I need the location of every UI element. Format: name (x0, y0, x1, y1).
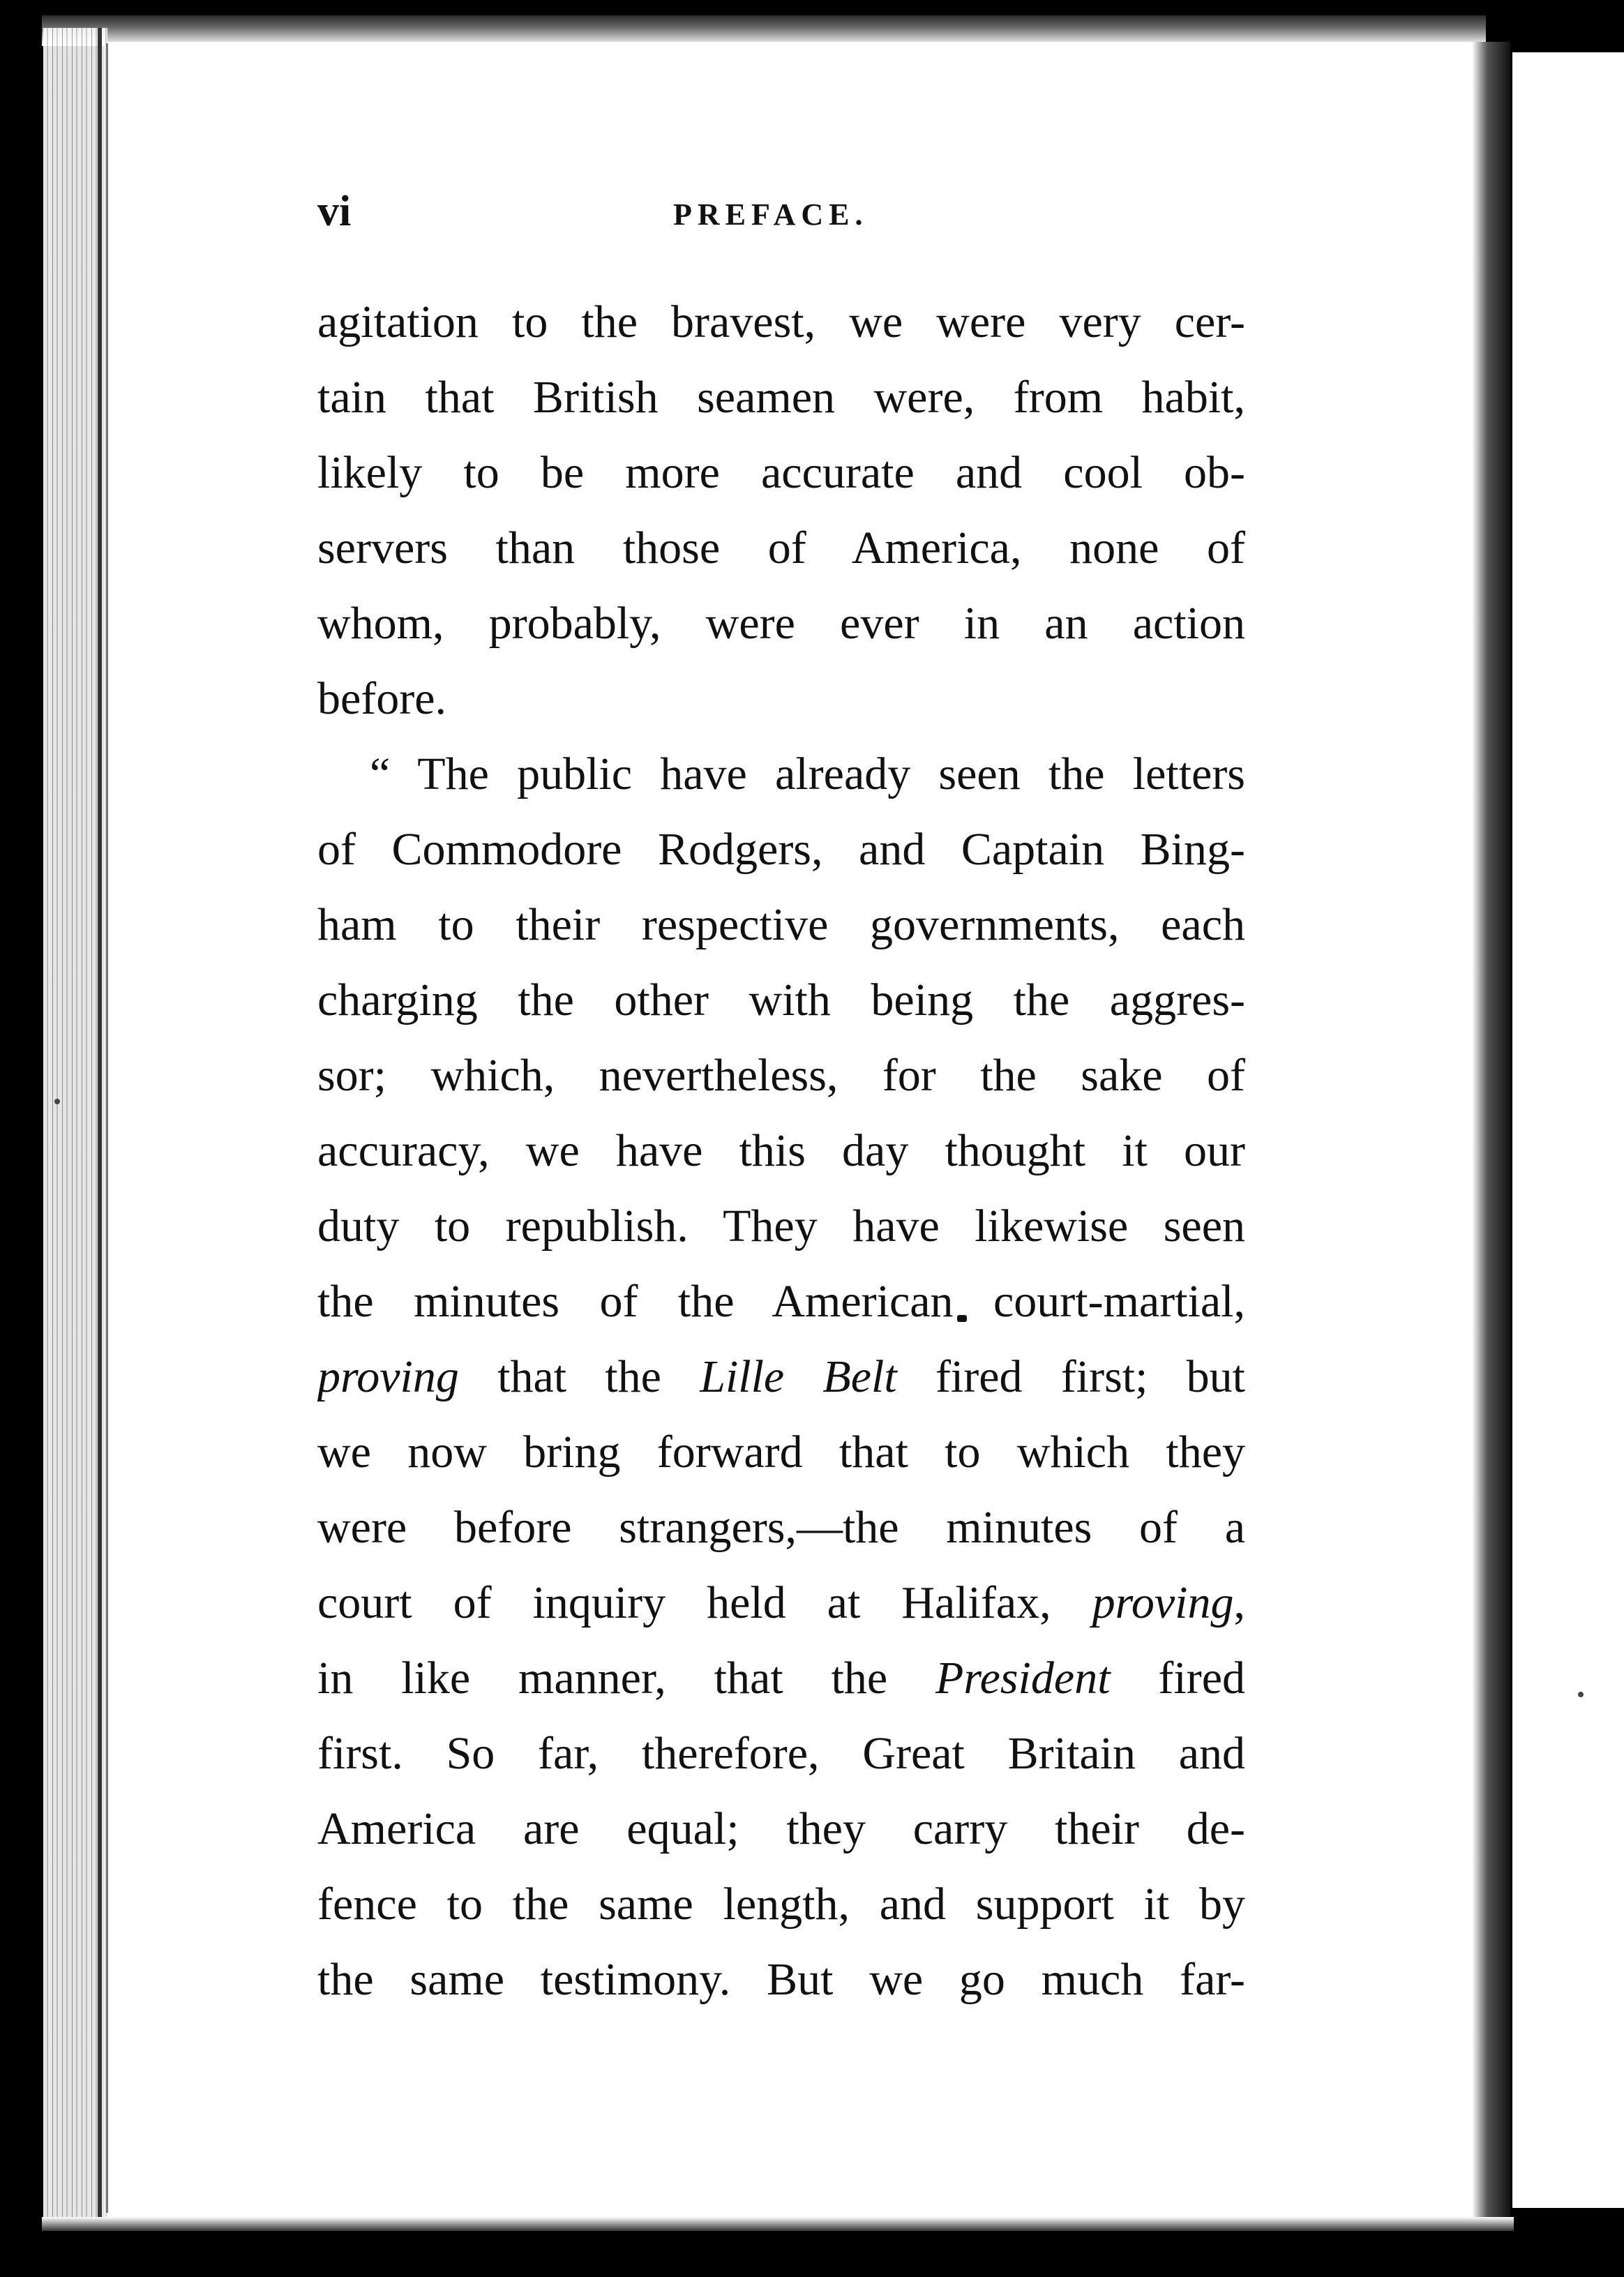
gutter-rule-inner (106, 43, 108, 2213)
text-line: sor; which, nevertheless, for the sake of (317, 1050, 1245, 1101)
text-line: accuracy, we have this day thought it our (317, 1125, 1245, 1176)
italic-term: Lille Belt (700, 1351, 897, 1402)
text-line: “ The public have already seen the letters (370, 749, 1245, 799)
text-line: we now bring forward that to which they (317, 1427, 1245, 1478)
text-line: in like manner, that the President fired (317, 1653, 1245, 1704)
page-number: vi (317, 188, 352, 235)
page-fore-edge (1472, 42, 1510, 2225)
running-title: PREFACE. (673, 197, 869, 232)
text-line: tain that British seamen were, from habit, (317, 372, 1245, 423)
dust-speck (1578, 1692, 1584, 1697)
text-line: fence to the same length, and support it by (317, 1879, 1245, 1930)
body-text (317, 285, 1245, 2017)
text-line: duty to republish. They have likewise seen (317, 1201, 1245, 1252)
next-leaf (1512, 52, 1624, 2208)
text-line: proving that the Lille Belt fired first; but (317, 1351, 1245, 1402)
text-line: before. (317, 673, 447, 724)
running-head (317, 187, 1245, 250)
text-line: ham to their respective governments, each (317, 899, 1245, 950)
page-bottom-shadow (42, 2217, 1514, 2231)
text-line: America are equal; they carry their de- (317, 1803, 1245, 1854)
italic-term: proving (317, 1351, 459, 1402)
text-line: servers than those of America, none of (317, 523, 1245, 573)
text-line: agitation to the bravest, we were very cer- (317, 296, 1245, 347)
italic-term: President (935, 1653, 1111, 1704)
text-line: were before strangers,—the minutes of a (317, 1502, 1245, 1553)
text-line: charging the other with being the aggres- (317, 975, 1245, 1025)
italic-term: proving (1092, 1577, 1234, 1628)
text-line: whom, probably, were ever in an action (317, 598, 1245, 649)
dust-speck (54, 1099, 60, 1104)
text-line: court of inquiry held at Halifax, proving, (317, 1577, 1245, 1628)
text-line: of Commodore Rodgers, and Captain Bing- (317, 824, 1245, 875)
text-line: the same testimony. But we go much far- (317, 1954, 1245, 2005)
gutter-rule (98, 28, 102, 2225)
text-line: the minutes of the American court-martial, (317, 1276, 1245, 1327)
text-line: first. So far, therefore, Great Britain and (317, 1728, 1245, 1779)
text-line: likely to be more accurate and cool ob- (317, 447, 1245, 498)
